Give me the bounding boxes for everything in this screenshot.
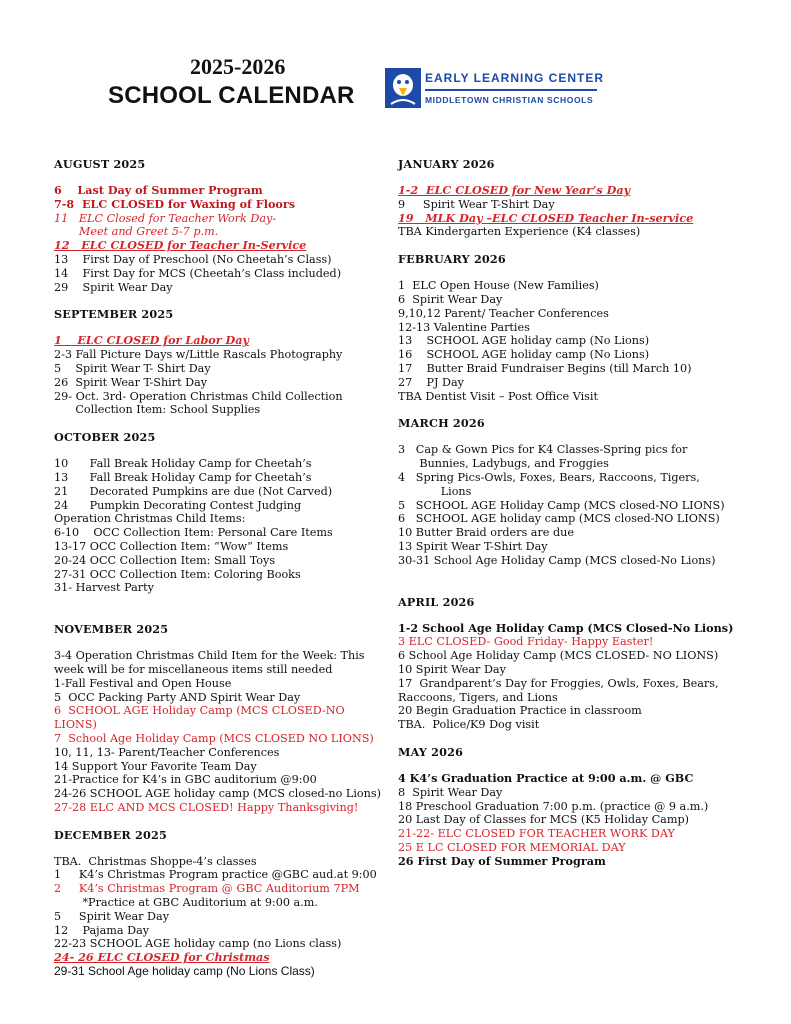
list-item: 10 Fall Break Holiday Camp for Cheetah’s xyxy=(54,457,312,471)
list-item: Bunnies, Ladybugs, and Froggies xyxy=(398,457,609,471)
month-heading-february: FEBRUARY 2026 xyxy=(398,252,506,267)
list-item: 24-26 SCHOOL AGE holiday camp (MCS closed-no Lions) xyxy=(54,787,381,801)
list-item: 5 Spirit Wear Day xyxy=(54,909,170,923)
list-item: 12 Pajama Day xyxy=(54,923,150,937)
list-item: 18 Preschool Graduation 7:00 p.m. (practice @ 9 a.m.) xyxy=(398,799,709,813)
list-item: 7 School Age Holiday Camp (MCS CLOSED NO LIONS) xyxy=(54,731,374,745)
month-heading-may: MAY 2026 xyxy=(398,744,464,759)
list-item: 29 Spirit Wear Day xyxy=(54,280,173,294)
list-item: 3 ELC CLOSED- Good Friday- Happy Easter! xyxy=(398,635,654,649)
list-item: 24 Pumpkin Decorating Contest Judging xyxy=(54,498,302,512)
logo-divider xyxy=(425,89,597,91)
list-item: TBA Kindergarten Experience (K4 classes) xyxy=(398,225,641,239)
month-heading-september: SEPTEMBER 2025 xyxy=(54,307,174,322)
list-item: 21-Practice for K4’s in GBC auditorium @9:00 xyxy=(54,773,317,787)
list-item: 17 Grandparent’s Day for Froggies, Owls, Foxes, Bears, xyxy=(398,676,719,690)
list-item: 25 E LC CLOSED FOR MEMORIAL DAY xyxy=(398,840,626,854)
list-item: 6 Last Day of Summer Program xyxy=(54,183,263,197)
logo-subtitle: MIDDLETOWN CHRISTIAN SCHOOLS xyxy=(425,95,594,105)
month-heading-december: DECEMBER 2025 xyxy=(54,827,167,842)
list-item: 5 Spirit Wear T- Shirt Day xyxy=(54,361,211,375)
eagle-icon xyxy=(385,68,421,108)
list-item: 13-17 OCC Collection Item: “Wow” Items xyxy=(54,539,289,553)
month-heading-october: OCTOBER 2025 xyxy=(54,430,156,445)
list-item: 13 SCHOOL AGE holiday camp (No Lions) xyxy=(398,334,650,348)
list-item: 30-31 School Age Holiday Camp (MCS closed-No Lions) xyxy=(398,553,716,567)
list-item: week will be for miscellaneous items still needed xyxy=(54,662,333,676)
list-item: *Practice at GBC Auditorium at 9:00 a.m. xyxy=(54,896,318,910)
list-item: TBA. Christmas Shoppe-4’s classes xyxy=(54,854,257,868)
list-item: 20 Last Day of Classes for MCS (K5 Holiday Camp) xyxy=(398,813,689,827)
list-item: Meet and Greet 5-7 p.m. xyxy=(54,225,219,239)
list-item: 20-24 OCC Collection Item: Small Toys xyxy=(54,553,276,567)
list-item: 1 ELC Open House (New Families) xyxy=(398,279,599,293)
list-item: 9,10,12 Parent/ Teacher Conferences xyxy=(398,306,609,320)
left-column xyxy=(54,157,389,979)
list-item: Operation Christmas Child Items: xyxy=(54,512,246,526)
list-item: 3 Cap & Gown Pics for K4 Classes-Spring pics for xyxy=(398,443,688,457)
list-item: 26 First Day of Summer Program xyxy=(398,853,606,868)
list-item: 6 SCHOOL AGE Holiday Camp (MCS CLOSED-NO LIONS) xyxy=(54,704,349,732)
list-item: 10, 11, 13- Parent/Teacher Conferences xyxy=(54,745,280,759)
list-item: 29-31 School Age holiday camp (No Lions Class) xyxy=(54,964,315,979)
month-heading-august: AUGUST 2025 xyxy=(54,157,146,171)
list-item: 19 MLK Day –ELC CLOSED Teacher In-service xyxy=(398,210,694,225)
list-item: 3-4 Operation Christmas Child Item for the Week: This xyxy=(54,649,365,663)
list-item: 14 Support Your Favorite Team Day xyxy=(54,759,257,773)
list-item: 12-13 Valentine Parties xyxy=(398,320,530,334)
list-item: 27 PJ Day xyxy=(398,375,464,389)
list-item: 17 Butter Braid Fundraiser Begins (till March 10) xyxy=(398,361,692,375)
list-item: 4 K4’s Graduation Practice at 9:00 a.m. @ GBC xyxy=(398,770,694,785)
list-item: 31- Harvest Party xyxy=(54,581,154,595)
list-item: 27-28 ELC AND MCS CLOSED! Happy Thanksgiving! xyxy=(54,800,359,814)
list-item: 2-3 Fall Picture Days w/Little Rascals Photography xyxy=(54,348,343,362)
list-item: 14 First Day for MCS (Cheetah’s Class included) xyxy=(54,266,342,280)
list-item: 22-23 SCHOOL AGE holiday camp (no Lions class) xyxy=(54,937,342,951)
list-item: 6 SCHOOL AGE holiday camp (MCS closed-NO LIONS) xyxy=(398,512,720,526)
list-item: 7-8 ELC CLOSED for Waxing of Floors xyxy=(54,196,296,211)
list-item: 21 Decorated Pumpkins are due (Not Carved) xyxy=(54,484,333,498)
logo-title: EARLY LEARNING CENTER xyxy=(425,71,605,85)
page-title: SCHOOL CALENDAR xyxy=(108,82,355,109)
list-item: 2 K4’s Christmas Program @ GBC Auditorium 7PM xyxy=(54,882,360,896)
list-item: Lions xyxy=(398,484,472,498)
list-item: 12 ELC CLOSED for Teacher In-Service xyxy=(54,238,307,253)
header-year: 2025-2026 xyxy=(190,54,286,79)
list-item: 1-2 School Age Holiday Camp (MCS Closed-No Lions) xyxy=(398,620,734,635)
list-item: 26 Spirit Wear T-Shirt Day xyxy=(54,375,208,389)
month-heading-april: APRIL 2026 xyxy=(398,594,475,609)
month-heading-march: MARCH 2026 xyxy=(398,416,485,431)
list-item: 13 Spirit Wear T-Shirt Day xyxy=(398,539,548,553)
list-item: 13 Fall Break Holiday Camp for Cheetah’s xyxy=(54,470,312,484)
month-heading-january: JANUARY 2026 xyxy=(398,157,495,171)
list-item: Raccoons, Tigers, and Lions xyxy=(398,690,558,704)
list-item: 16 SCHOOL AGE holiday camp (No Lions) xyxy=(398,348,650,362)
list-item: 1 K4’s Christmas Program practice @GBC aud.at 9:00 xyxy=(54,868,377,882)
list-item: 5 SCHOOL AGE Holiday Camp (MCS closed-NO LIONS) xyxy=(398,498,725,512)
list-item: TBA Dentist Visit – Post Office Visit xyxy=(398,389,598,403)
list-item: 21-22- ELC CLOSED FOR TEACHER WORK DAY xyxy=(398,827,675,841)
list-item: 13 First Day of Preschool (No Cheetah’s Class) xyxy=(54,252,332,266)
list-item: 20 Begin Graduation Practice in classroom xyxy=(398,704,642,718)
list-item: 6 Spirit Wear Day xyxy=(398,292,503,306)
list-item: 9 Spirit Wear T-Shirt Day xyxy=(398,197,555,211)
list-item: 10 Spirit Wear Day xyxy=(398,662,506,676)
list-item: 6-10 OCC Collection Item: Personal Care Items xyxy=(54,526,333,540)
right-column xyxy=(398,157,773,868)
list-item: 1 ELC CLOSED for Labor Day xyxy=(54,333,249,348)
month-heading-november: NOVEMBER 2025 xyxy=(54,622,169,637)
list-item: TBA. Police/K9 Dog visit xyxy=(398,718,540,732)
list-item: 11 ELC Closed for Teacher Work Day- xyxy=(54,211,277,225)
list-item: 1-Fall Festival and Open House xyxy=(54,676,232,690)
school-logo xyxy=(385,68,605,108)
list-item: 1-2 ELC CLOSED for New Year’s Day xyxy=(398,183,631,197)
list-item: 6 School Age Holiday Camp (MCS CLOSED- NO LIONS) xyxy=(398,649,719,663)
list-item: 27-31 OCC Collection Item: Coloring Books xyxy=(54,567,301,581)
list-item: 29- Oct. 3rd- Operation Christmas Child Collection xyxy=(54,389,343,403)
list-item: 4 Spring Pics-Owls, Foxes, Bears, Raccoons, Tigers, xyxy=(398,470,700,484)
list-item: 5 OCC Packing Party AND Spirit Wear Day xyxy=(54,690,301,704)
list-item: Collection Item: School Supplies xyxy=(54,403,261,417)
list-item: 8 Spirit Wear Day xyxy=(398,785,503,799)
list-item: 10 Butter Braid orders are due xyxy=(398,526,574,540)
list-item: 24- 26 ELC CLOSED for Christmas xyxy=(54,950,270,965)
